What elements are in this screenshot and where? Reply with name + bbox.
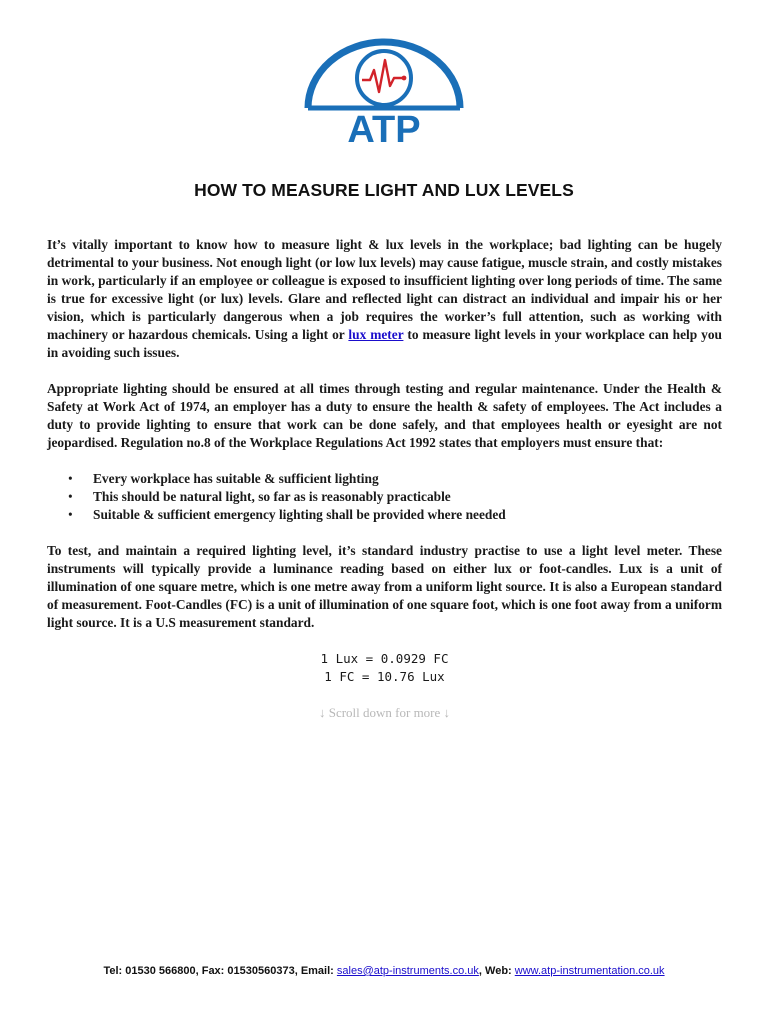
intro-text-before-link: It’s vitally important to know how to measure light & lux levels in the workplace; bad lighting can be hugely detrimental to your business. Not enough light (or low lux levels) may cause fatigue, muscle strain, and costly mistakes in work, particularly if an employee or colleague is exposed to insufficient lighting over long periods of time. The same is true for excessive light (or lux) levels. Glare and reflected light can distract an individual and impair his or her vision, which is particularly dangerous when a job requires the worker’s full attention, such as working with machinery or hazardous chemicals. Using a light or bbox=[47, 237, 722, 342]
tel-label: Tel: bbox=[103, 965, 123, 977]
website-link[interactable]: www.atp-instrumentation.co.uk bbox=[514, 965, 665, 977]
atp-logo-graphic bbox=[300, 38, 468, 150]
conversion-formulas bbox=[47, 650, 722, 686]
lux-meter-link[interactable]: lux meter bbox=[348, 327, 404, 342]
list-item-text: This should be natural light, so far as is reasonably practicable bbox=[93, 489, 451, 504]
web-label: , Web: bbox=[478, 965, 512, 977]
scroll-down-hint[interactable]: ↓ Scroll down for more ↓ bbox=[318, 705, 451, 720]
intro-paragraph bbox=[47, 236, 722, 362]
email-link[interactable]: sales@atp-instruments.co.uk bbox=[336, 965, 479, 977]
logo-text: ATP bbox=[347, 109, 421, 150]
tel-number: 01530 566800, bbox=[122, 965, 202, 977]
document-body bbox=[47, 236, 722, 721]
intro-text-after-link: to measure light levels in your workplace can help you in avoiding such issues. bbox=[47, 327, 723, 360]
regulations-paragraph: Appropriate lighting should be ensured at all times through testing and regular maintenance. Under the Health & Safety at Work Act of 1974, an employer has a duty to ensure the health & safety of employees. The Act includes a duty to provide lighting to ensure that work can be done safely, and that employees health or eyesight are not jeopardised. Regulation no.8 of the Workplace Regulations Act 1992 states that employers must ensure that: bbox=[47, 381, 722, 450]
list-item-text: Every workplace has suitable & sufficient lighting bbox=[93, 471, 379, 486]
list-item bbox=[47, 506, 722, 524]
bullet-icon: • bbox=[68, 507, 73, 522]
bullet-icon: • bbox=[68, 471, 73, 486]
bullet-icon: • bbox=[68, 489, 73, 504]
fax-number: 01530560373, bbox=[224, 965, 301, 977]
fc-to-lux-formula: 1 FC = 10.76 Lux bbox=[324, 669, 445, 684]
list-item bbox=[47, 470, 722, 488]
page-title: HOW TO MEASURE LIGHT AND LUX LEVELS bbox=[194, 180, 574, 200]
contact-footer bbox=[0, 965, 768, 977]
email-label: Email: bbox=[300, 965, 334, 977]
atp-logo bbox=[300, 38, 468, 150]
list-item-text: Suitable & sufficient emergency lighting shall be provided where needed bbox=[93, 507, 506, 522]
lux-to-fc-formula: 1 Lux = 0.0929 FC bbox=[320, 651, 449, 666]
requirements-list bbox=[47, 470, 722, 524]
fax-label: Fax: bbox=[201, 965, 225, 977]
list-item bbox=[47, 488, 722, 506]
measurement-paragraph: To test, and maintain a required lighting level, it’s standard industry practise to use a light level meter. These instruments will typically provide a luminance reading based on either lux or foot-candles. Lux is a unit of illumination of one square metre, which is one metre away from a uniform light source. It is also a European standard of measurement. Foot-Candles (FC) is a unit of illumination of one square foot, which is one foot away from a uniform light source. It is a U.S measurement standard. bbox=[47, 543, 722, 630]
